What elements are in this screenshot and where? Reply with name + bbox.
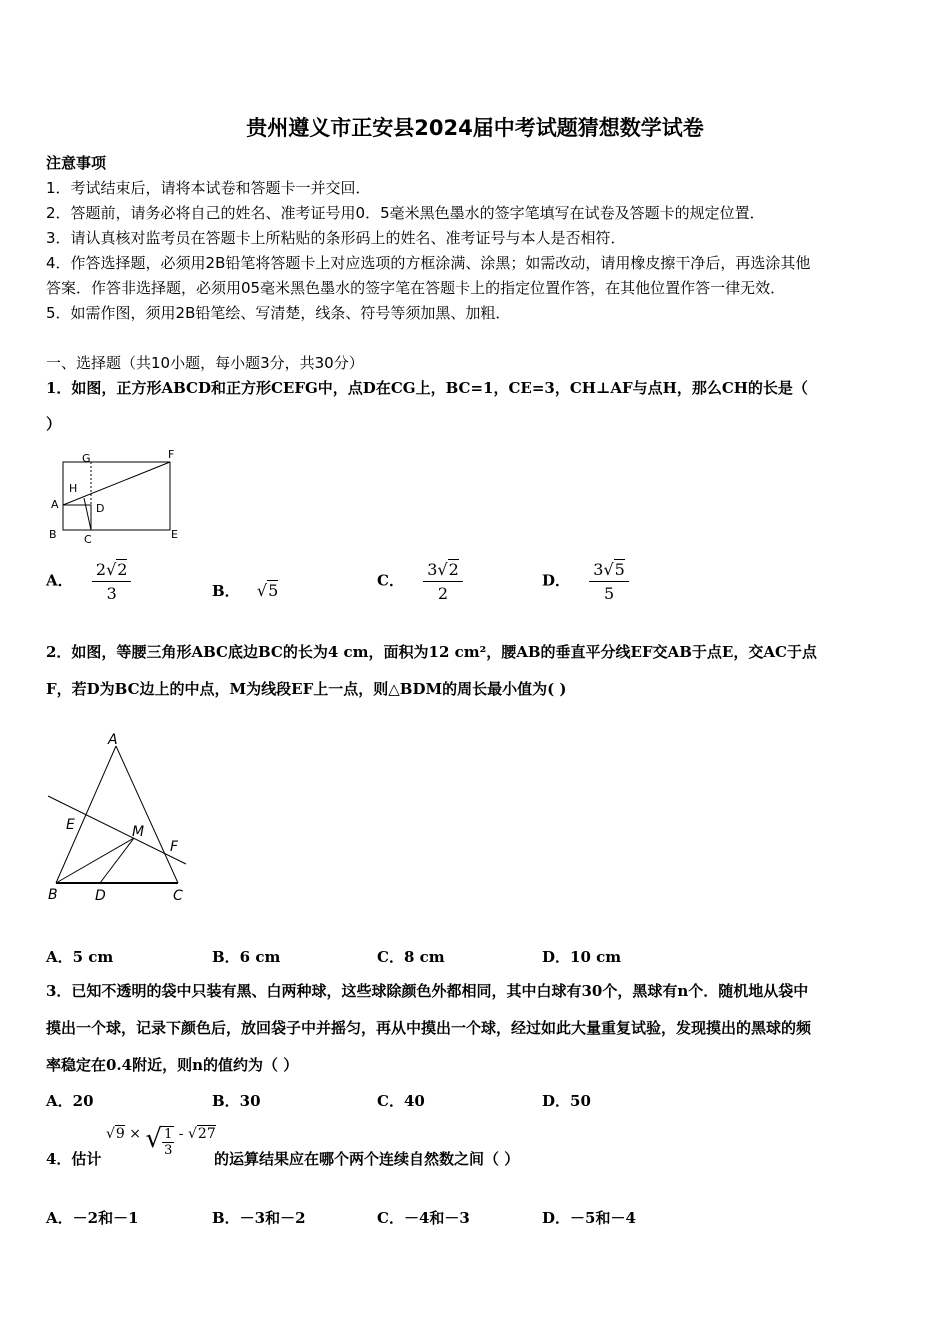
- segment-ac: [116, 746, 178, 883]
- denominator: 3: [106, 584, 117, 603]
- q2-option-a[interactable]: A．5 cm: [46, 948, 114, 966]
- label-h: H: [69, 482, 78, 495]
- numerator: 1: [164, 1127, 173, 1142]
- q4-option-a[interactable]: A．－2和－1: [46, 1209, 139, 1227]
- label-b: B: [48, 887, 58, 903]
- segment-dm: [100, 838, 134, 883]
- times-sign: ×: [129, 1126, 142, 1142]
- notice-item: 2．答题前，请务必将自己的姓名、准考证号用0．5毫米黑色墨水的签字笔填写在试卷及答题卡的规定位置．: [46, 204, 765, 222]
- notice-item: 答案．作答非选择题，必须用05毫米黑色墨水的签字笔在答题卡上的指定位置作答，在其他位置作答一律无效．: [46, 279, 786, 297]
- minus-sign: -: [178, 1126, 184, 1142]
- notice-heading: 注意事项: [46, 154, 107, 172]
- coef: 2: [95, 560, 107, 579]
- q2-option-b[interactable]: B．6 cm: [212, 948, 281, 966]
- notice-item: 1．考试结束后，请将本试卷和答题卡一并交回．: [46, 179, 371, 197]
- q4-option-d[interactable]: D．－5和－4: [542, 1209, 636, 1227]
- q3-option-a[interactable]: A．20: [46, 1092, 94, 1110]
- q3-option-b[interactable]: B．30: [212, 1092, 261, 1110]
- q2-option-d[interactable]: D．10 cm: [542, 948, 622, 966]
- label-f: F: [168, 448, 175, 461]
- option-letter: C．: [377, 571, 404, 590]
- q3-option-c[interactable]: C．40: [377, 1092, 425, 1110]
- q2-text-line1: 2．如图，等腰三角形ABC底边BC的长为4 cm，面积为12 cm²，腰AB的垂直平分线EF交AB于点E，交AC于点: [46, 643, 817, 661]
- segment-af: [63, 462, 170, 505]
- q3-option-d[interactable]: D．50: [542, 1092, 591, 1110]
- denominator: 2: [437, 584, 449, 603]
- option-letter: B．: [212, 582, 240, 600]
- q4-expression: √9 × √ $\frac{1}{3}$ - √27: [106, 1124, 216, 1158]
- label-a: A: [51, 498, 59, 511]
- label-f: F: [170, 839, 179, 855]
- fraction: $\frac{3√2}{2}$: [423, 560, 463, 603]
- label-m: M: [132, 824, 145, 840]
- q3-text-line2: 摸出一个球，记录下颜色后，放回袋子中并摇匀，再从中摸出一个球，经过如此大量重复试验，发现摸出的黑球的频: [46, 1019, 812, 1037]
- label-c: C: [173, 888, 183, 904]
- q4-suffix: 的运算结果应在哪个两个连续自然数之间（ ）: [214, 1150, 520, 1168]
- option-letter: A．: [46, 571, 73, 590]
- denominator: 3: [164, 1143, 173, 1158]
- page-title: 贵州遵义市正安县2024届中考试题猜想数学试卷: [246, 116, 704, 140]
- segment-bm: [56, 838, 134, 883]
- section-heading: 一、选择题（共10小题，每小题3分，共30分）: [46, 354, 364, 372]
- fraction: $\frac{3√5}{5}$: [589, 560, 629, 603]
- q2-figure: [44, 728, 194, 906]
- q1-option-d[interactable]: [542, 560, 629, 603]
- square-cefg: [63, 462, 170, 530]
- label-g: G: [82, 452, 91, 465]
- label-a: A: [108, 732, 118, 748]
- label-e: E: [66, 817, 75, 833]
- notice-item: 4．作答选择题，必须用2B铅笔将答题卡上对应选项的方框涂满、涂黑；如需改动，请用橡皮擦干净后，再选涂其他: [46, 254, 811, 272]
- q1-option-b[interactable]: B． √5: [212, 581, 279, 600]
- q2-option-c[interactable]: C．8 cm: [377, 948, 445, 966]
- q2-text-line2: F，若D为BC边上的中点，M为线段EF上一点，则△BDM的周长最小值为( ): [46, 680, 567, 698]
- radicand: 5: [614, 560, 625, 579]
- segment-ch: [84, 498, 91, 530]
- q4-option-c[interactable]: C．－4和－3: [377, 1209, 470, 1227]
- coef: 3: [427, 560, 438, 579]
- radicand: 9: [115, 1126, 125, 1142]
- q1-option-a[interactable]: [46, 560, 131, 603]
- denominator: 5: [603, 584, 615, 603]
- coef: 3: [593, 560, 604, 579]
- label-e: E: [171, 528, 178, 541]
- notice-item: 5．如需作图，须用2B铅笔绘、写清楚，线条、符号等须加黑、加粗．: [46, 304, 511, 322]
- label-d: D: [96, 502, 105, 515]
- q1-text-line2: ）: [46, 415, 62, 433]
- radicand: 27: [197, 1126, 216, 1142]
- q3-text-line3: 率稳定在0.4附近，则n的值约为（ ）: [46, 1056, 299, 1074]
- q4-option-b[interactable]: B．－3和－2: [212, 1209, 306, 1227]
- radicand: 2: [448, 560, 459, 579]
- q1-figure: [44, 444, 194, 546]
- radicand: 5: [268, 581, 279, 600]
- q1-text-line1: 1．如图，正方形ABCD和正方形CEFG中，点D在CG上，BC=1，CE=3，CH⊥AF与点H，那么CH的长是（: [46, 379, 808, 397]
- label-c: C: [84, 533, 92, 546]
- fraction: $\frac{2√2}{3}$: [92, 560, 132, 603]
- label-d: D: [95, 888, 106, 904]
- q1-option-c[interactable]: [377, 560, 463, 603]
- q3-text-line1: 3．已知不透明的袋中只装有黑、白两种球，这些球除颜色外都相同，其中白球有30个，黑球有n个．随机地从袋中: [46, 982, 809, 1000]
- notice-item: 3．请认真核对监考员在答题卡上所粘贴的条形码上的姓名、准考证号与本人是否相符．: [46, 229, 626, 247]
- q4-prefix: 4．估计: [46, 1150, 102, 1168]
- option-letter: D．: [542, 571, 571, 590]
- radicand: 2: [117, 560, 128, 579]
- label-b: B: [49, 528, 57, 541]
